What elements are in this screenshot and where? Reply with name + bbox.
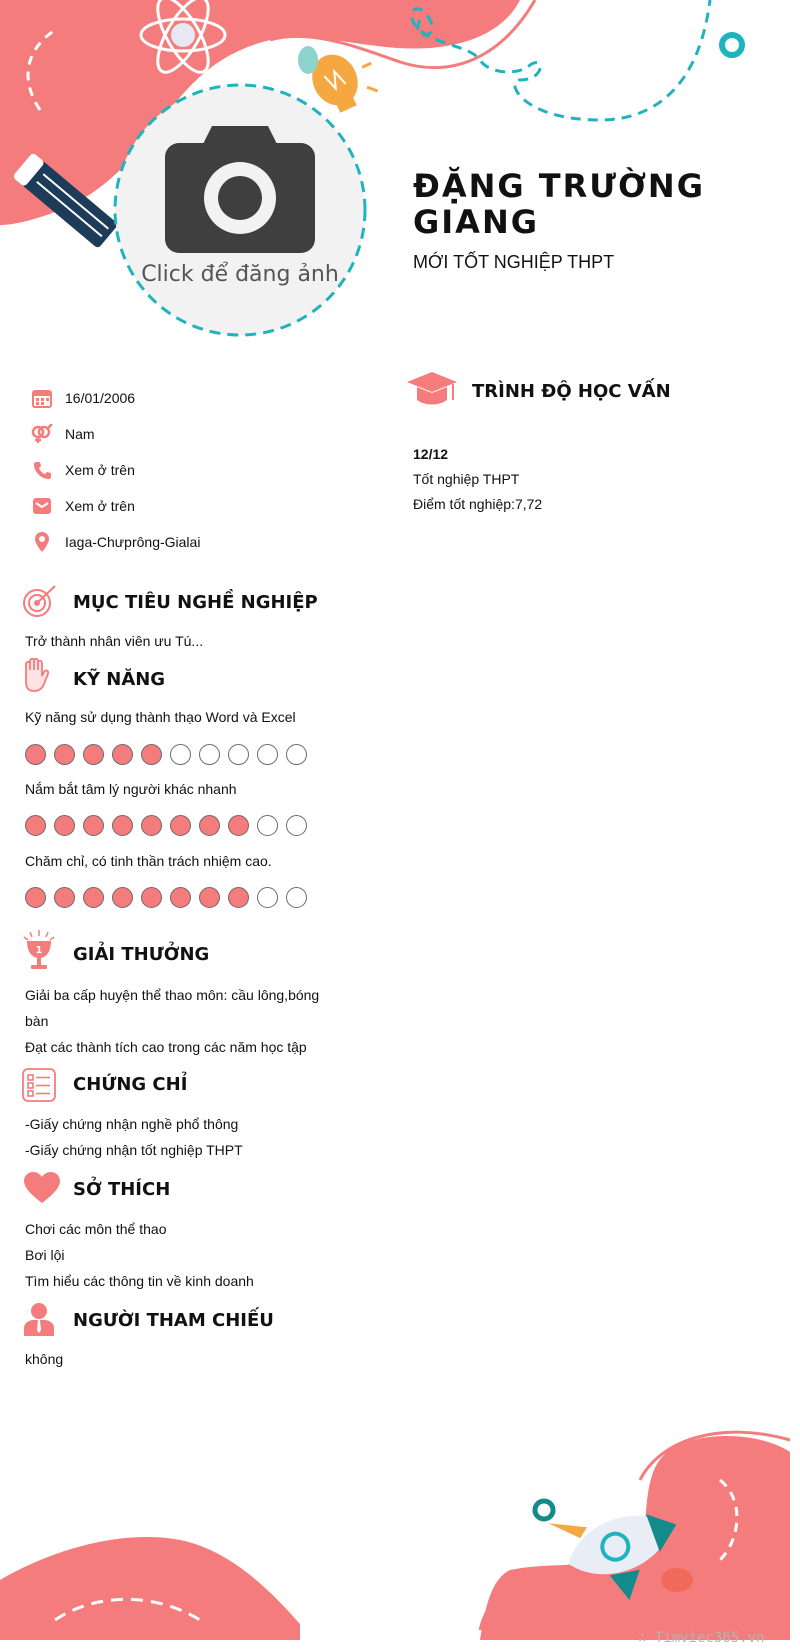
rating-dot-filled [83, 744, 104, 765]
mail-icon [30, 494, 54, 518]
education-year: 12/12 [413, 446, 449, 462]
phone-value: Xem ở trên [65, 462, 135, 478]
skill-name-2: Nắm bắt tâm lý người khác nhanh [25, 781, 237, 797]
objective-title: MỤC TIÊU NGHỀ NGHIỆP [73, 592, 318, 613]
address-value: Iaga-Chưprông-Gialai [65, 534, 201, 550]
education-line-2: Điểm tốt nghiệp:7,72 [413, 496, 543, 512]
gender-value: Nam [65, 426, 95, 442]
rating-dot-filled [141, 744, 162, 765]
rating-dot-empty [286, 887, 307, 908]
rating-dot-filled [54, 744, 75, 765]
rating-dot-filled [112, 744, 133, 765]
phone-icon [30, 458, 54, 482]
rating-dot-filled [112, 815, 133, 836]
rating-dot-filled [141, 815, 162, 836]
rating-dot-empty [170, 744, 191, 765]
rating-dot-empty [257, 815, 278, 836]
checklist-icon [22, 1068, 56, 1102]
rating-dot-filled [83, 815, 104, 836]
calendar-icon [30, 386, 54, 410]
info-address [30, 530, 200, 554]
certificates-line-2: -Giấy chứng nhận tốt nghiệp THPT [25, 1142, 243, 1158]
rating-dot-empty [286, 815, 307, 836]
rating-dot-filled [83, 887, 104, 908]
svg-text:1: 1 [35, 945, 43, 956]
skill-rating-3 [25, 887, 307, 908]
rating-dot-filled [25, 815, 46, 836]
rating-dot-filled [170, 887, 191, 908]
awards-line-2: bàn [25, 1013, 49, 1029]
hobbies-line-2: Bơi lội [25, 1247, 65, 1263]
heart-icon [24, 1172, 60, 1204]
graduation-cap-icon [405, 370, 460, 406]
target-icon [22, 583, 58, 619]
rating-dot-empty [257, 887, 278, 908]
skill-rating-1 [25, 744, 307, 765]
objective-text: Trở thành nhân viên ưu Tú... [25, 633, 204, 649]
references-text: không [25, 1351, 64, 1367]
awards-line-3: Đạt các thành tích cao trong các năm học tập [25, 1039, 307, 1055]
rating-dot-filled [112, 887, 133, 908]
rating-dot-filled [141, 887, 162, 908]
certificates-line-1: -Giấy chứng nhận nghề phổ thông [25, 1116, 239, 1132]
skill-name-1: Kỹ năng sử dụng thành thạo Word và Excel [25, 709, 296, 725]
birthday-value: 16/01/2006 [65, 390, 136, 406]
awards-line-1: Giải ba cấp huyện thể thao môn: cầu lông,bóng [25, 987, 320, 1003]
job-title: MỚI TỐT NGHIỆP THPT [413, 252, 615, 272]
rating-dot-filled [228, 887, 249, 908]
rating-dot-empty [199, 744, 220, 765]
education-line-1: Tốt nghiệp THPT [413, 471, 520, 487]
skill-rating-2 [25, 815, 307, 836]
person-icon [24, 1302, 54, 1336]
rating-dot-empty [286, 744, 307, 765]
rating-dot-filled [199, 887, 220, 908]
info-phone [30, 458, 135, 482]
hobbies-line-1: Chơi các môn thể thao [25, 1221, 167, 1237]
education-title: TRÌNH ĐỘ HỌC VẤN [472, 381, 671, 402]
rating-dot-filled [25, 744, 46, 765]
awards-title: GIẢI THƯỞNG [73, 944, 210, 965]
hand-icon [22, 658, 50, 694]
rating-dot-filled [25, 887, 46, 908]
rating-dot-filled [228, 815, 249, 836]
photo-upload-hint[interactable]: Click để đăng ảnh [141, 262, 339, 287]
hobbies-title: SỞ THÍCH [73, 1179, 171, 1200]
info-gender [30, 422, 95, 446]
email-value: Xem ở trên [65, 498, 135, 514]
candidate-name: ĐẶNG TRƯỜNG GIANG [413, 167, 705, 241]
skill-name-3: Chăm chỉ, có tinh thần trách nhiệm cao. [25, 853, 272, 869]
info-birthday [30, 386, 135, 410]
gender-icon [30, 422, 54, 446]
rating-dot-empty [257, 744, 278, 765]
rating-dot-filled [199, 815, 220, 836]
rating-dot-filled [170, 815, 191, 836]
location-icon [30, 530, 54, 554]
watermark: ∴ Timviec365.vn [638, 1630, 765, 1646]
camera-icon [165, 126, 315, 253]
trophy-icon [22, 930, 56, 972]
skills-title: KỸ NĂNG [73, 669, 166, 690]
hobbies-line-3: Tìm hiểu các thông tin về kinh doanh [25, 1273, 254, 1289]
rating-dot-filled [54, 815, 75, 836]
info-email [30, 494, 135, 518]
references-title: NGƯỜI THAM CHIẾU [73, 1310, 274, 1331]
certificates-title: CHỨNG CHỈ [73, 1074, 188, 1095]
rating-dot-empty [228, 744, 249, 765]
rating-dot-filled [54, 887, 75, 908]
